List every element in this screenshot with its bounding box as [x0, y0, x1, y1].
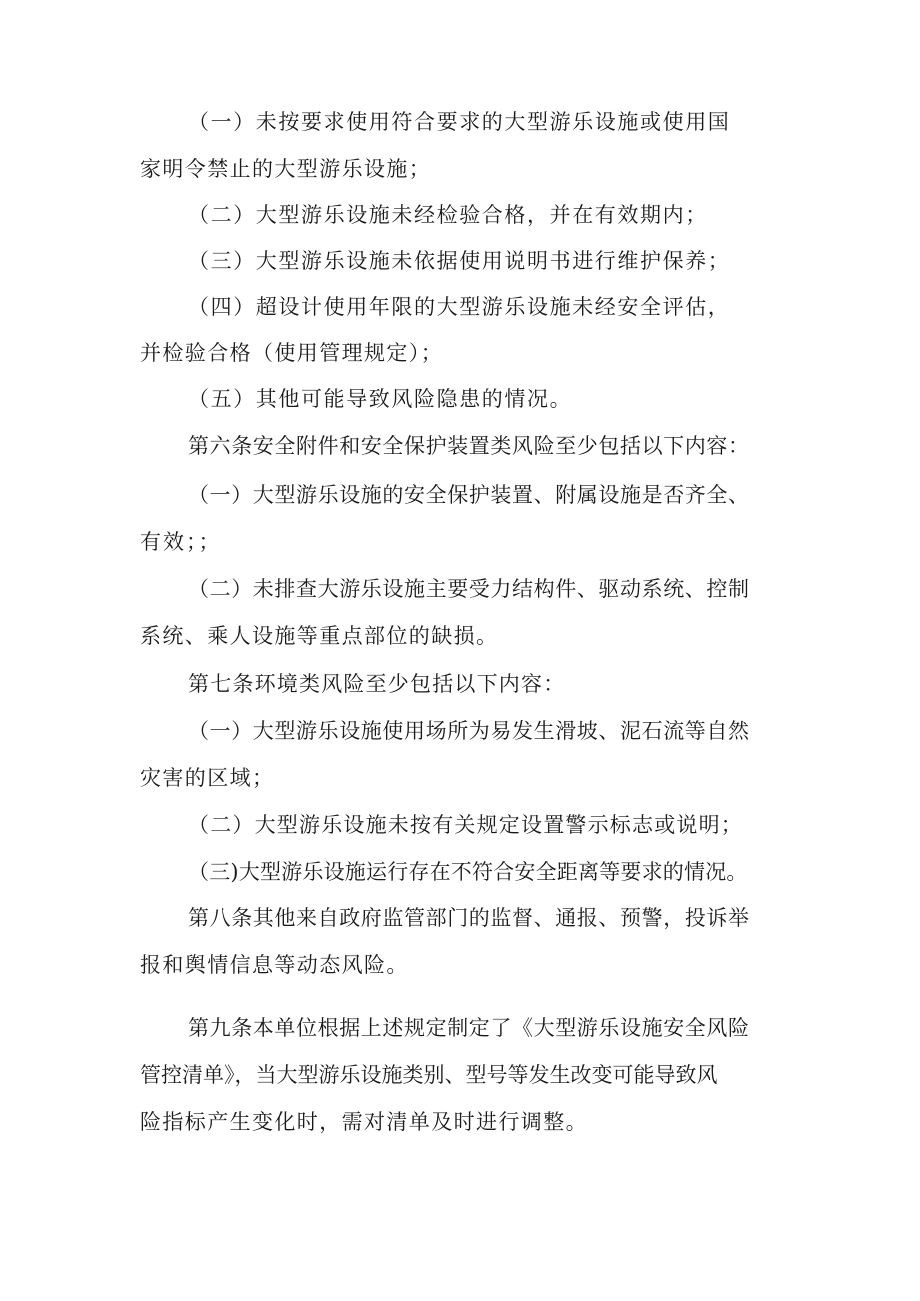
item-3-line: （三）大型游乐设施未依据使用说明书进行维护保养； [188, 249, 731, 273]
article-7-heading: 第七条环境类风险至少包括以下内容： [188, 672, 566, 696]
article-9-line-3: 险指标产生变化时，需对清单及时进行调整。 [140, 1110, 588, 1134]
article-6-item-1-line-1: （一）大型游乐设施的安全保护装置、附属设施是否齐全、 [188, 483, 750, 507]
item-5-line: （五）其他可能导致风险隐患的情况。 [188, 387, 573, 411]
article-8-line-1: 第八条其他来自政府监管部门的监督、通报、预警，投诉举 [188, 906, 750, 930]
article-7-item-1-line-1: （一）大型游乐设施使用场所为易发生滑坡、泥石流等自然 [188, 719, 750, 743]
article-9-line-2: 管控清单》，当大型游乐设施类别、型号等发生改变可能导致风 [140, 1063, 718, 1087]
item-2-line: （二）大型游乐设施未经检验合格，并在有效期内； [188, 203, 708, 227]
item-1-line-2: 家明令禁止的大型游乐设施； [140, 157, 432, 181]
article-7-item-2-line: （二）大型游乐设施未按有关规定设置警示标志或说明； [188, 813, 743, 837]
article-7-item-3-line: （三)大型游乐设施运行存在不符合安全距离等要求的情况。 [188, 860, 748, 884]
article-7-item-1-line-2: 灾害的区域； [140, 766, 275, 790]
article-6-item-1-line-2: 有效；； [140, 530, 222, 554]
item-1-line-1: （一）未按要求使用符合要求的大型游乐设施或使用国 [188, 110, 731, 134]
item-4-line-2: 并检验合格（使用管理规定）； [140, 341, 444, 365]
article-6-item-2-line-2: 系统、乘人设施等重点部位的缺损。 [140, 624, 499, 648]
article-9-line-1: 第九条本单位根据上述规定制定了《大型游乐设施安全风险 [188, 1016, 750, 1040]
article-8-line-2: 报和舆情信息等动态风险。 [140, 953, 409, 977]
article-6-item-2-line-1: （二）未排查大游乐设施主要受力结构件、驱动系统、控制 [188, 577, 750, 601]
article-6-heading: 第六条安全附件和安全保护装置类风险至少包括以下内容： [188, 434, 750, 458]
item-4-line-1: （四）超设计使用年限的大型游乐设施未经安全评估， [188, 295, 731, 319]
